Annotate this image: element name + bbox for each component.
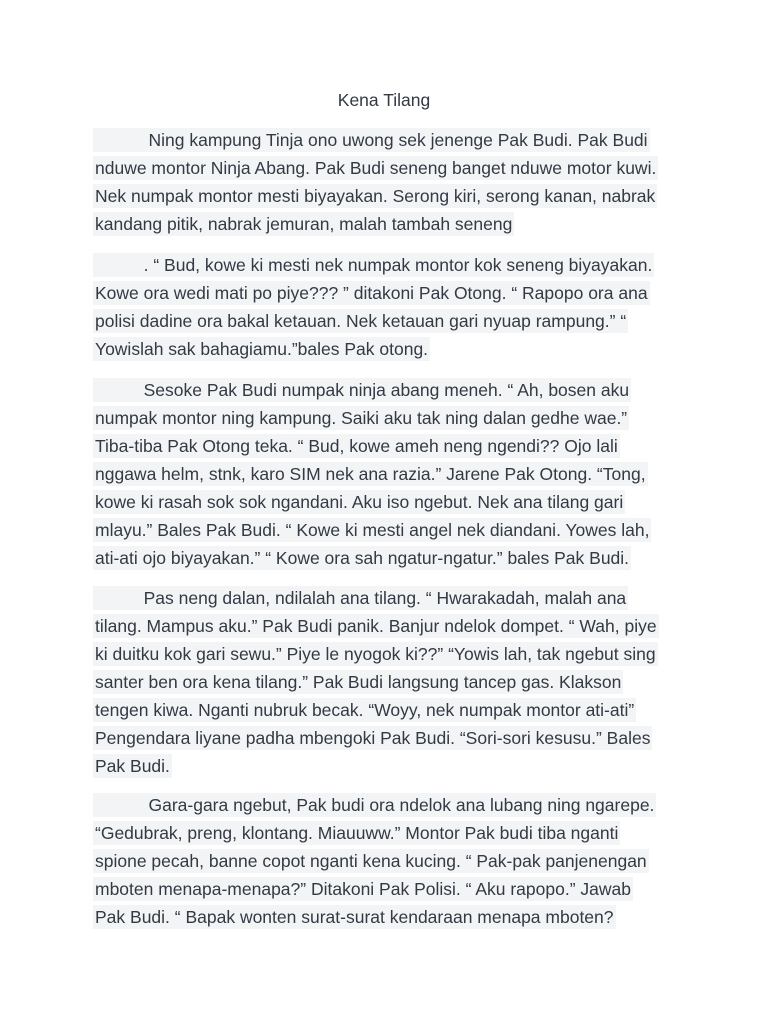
paragraph-2 xyxy=(93,251,693,363)
paragraph-3 xyxy=(93,376,693,572)
text-line: mboten menapa-menapa?” Ditakoni Pak Polisi. “ Aku rapopo.” Jawab xyxy=(95,879,631,899)
text-line: ki duitku kok gari sewu.” Piye le nyogok ki??” “Yowis lah, tak ngebut sing xyxy=(95,644,656,664)
text-line: mlayu.” Bales Pak Budi. “ Kowe ki mesti angel nek diandani. Yowes lah, xyxy=(95,520,650,540)
text-line: “Gedubrak, preng, klontang. Miauuww.” Montor Pak budi tiba nganti xyxy=(95,823,619,843)
text-line: Tiba-tiba Pak Otong teka. “ Bud, kowe ameh neng ngendi?? Ojo lali xyxy=(95,436,618,456)
text-line: nggawa helm, stnk, karo SIM nek ana razia.” Jarene Pak Otong. “Tong, xyxy=(95,464,646,484)
text-line: ati-ati ojo biyayakan.” “ Kowe ora sah ngatur-ngatur.” bales Pak Budi. xyxy=(95,548,630,568)
text-line: polisi dadine ora bakal ketauan. Nek ketauan gari nyuap rampung.” “ xyxy=(95,311,627,331)
document-title: Kena Tilang xyxy=(337,90,431,110)
text-line: Gara-gara ngebut, Pak budi ora ndelok ana lubang ning ngarepe. xyxy=(95,795,655,815)
text-line: spione pecah, banne copot nganti kena kucing. “ Pak-pak panjenengan xyxy=(95,851,647,871)
text-line: Yowislah sak bahagiamu.”bales Pak otong. xyxy=(95,339,429,359)
text-line: Pas neng dalan, ndilalah ana tilang. “ Hwarakadah, malah ana xyxy=(95,588,627,608)
text-line: Pengendara liyane padha mbengoki Pak Budi. “Sori-sori kesusu.” Bales xyxy=(95,728,651,748)
paragraph-4 xyxy=(93,584,693,780)
text-line: Nek numpak montor mesti biyayakan. Serong kiri, serong kanan, nabrak xyxy=(95,186,656,206)
text-line: numpak montor ning kampung. Saiki aku tak ning dalan gedhe wae.” xyxy=(95,408,628,428)
text-line: Ning kampung Tinja ono uwong sek jenenge Pak Budi. Pak Budi xyxy=(95,130,648,150)
text-line: Sesoke Pak Budi numpak ninja abang meneh. “ Ah, bosen aku xyxy=(95,380,630,400)
text-line: tilang. Mampus aku.” Pak Budi panik. Banjur ndelok dompet. “ Wah, piye xyxy=(95,616,657,636)
text-line: Pak Budi. “ Bapak wonten surat-surat kendaraan menapa mboten? xyxy=(95,907,614,927)
paragraph-1 xyxy=(93,126,693,238)
paragraph-5 xyxy=(93,791,693,931)
text-line: kandang pitik, nabrak jemuran, malah tambah seneng xyxy=(95,214,513,234)
text-line: Kowe ora wedi mati po piye??? ” ditakoni Pak Otong. “ Rapopo ora ana xyxy=(95,283,648,303)
text-line: Pak Budi. xyxy=(95,756,170,776)
text-line: kowe ki rasah sok sok ngandani. Aku iso ngebut. Nek ana tilang gari xyxy=(95,492,624,512)
text-line: . “ Bud, kowe ki mesti nek numpak montor kok seneng biyayakan. xyxy=(95,255,653,275)
text-line: santer ben ora kena tilang.” Pak Budi langsung tancep gas. Klakson xyxy=(95,672,622,692)
text-line: tengen kiwa. Nganti nubruk becak. “Woyy, nek numpak montor ati-ati” xyxy=(95,700,635,720)
text-line: nduwe montor Ninja Abang. Pak Budi seneng banget nduwe motor kuwi. xyxy=(95,158,657,178)
